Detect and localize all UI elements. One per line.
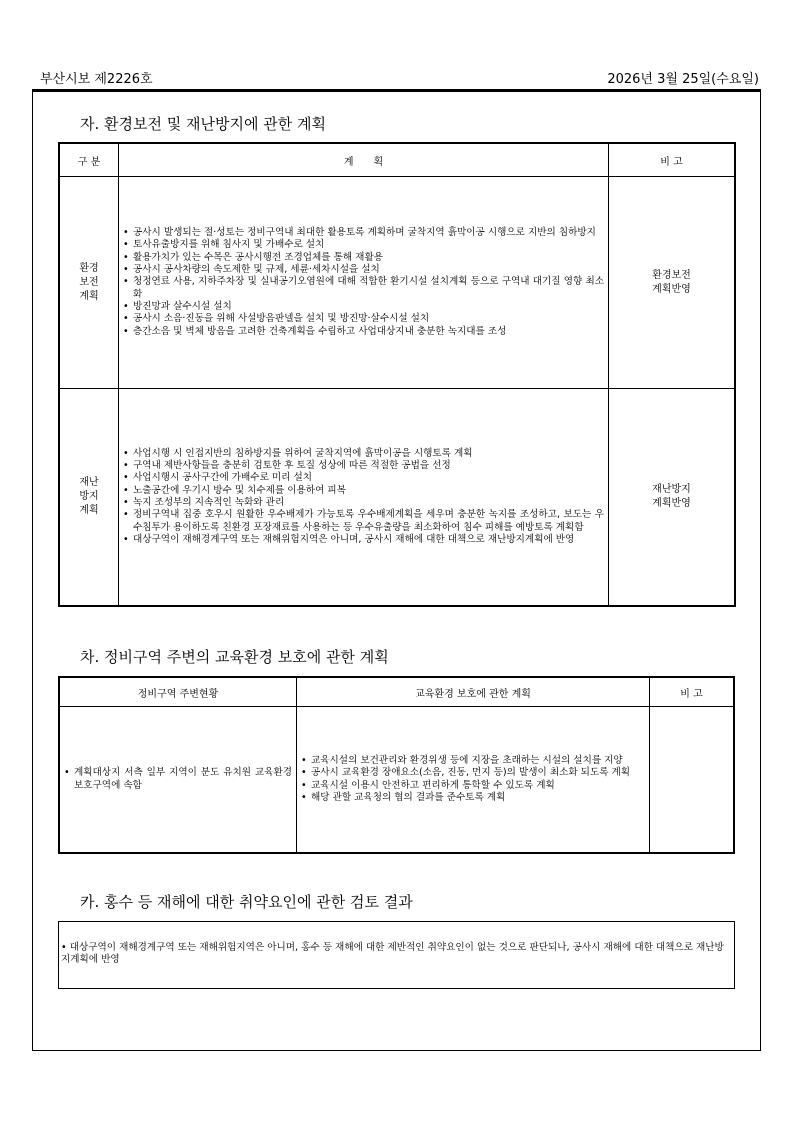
- column-header-status: 정비구역 주변현황: [60, 678, 297, 707]
- list-item: • 사업시행시 공사구간에 가배수로 미리 설치: [121, 472, 604, 484]
- column-header-education-plan: 교육환경 보호에 관한 계획: [297, 678, 650, 707]
- surrounding-status-cell: [60, 707, 297, 853]
- row-plan-environment: [119, 177, 609, 389]
- list-item: • 청정연료 사용, 지하주차장 및 실내공기오염원에 대해 적합한 환기시설 설치계획 등으로 구역내 대기질 영향 최소화: [121, 276, 604, 301]
- list-item: • 사업시행 시 인접지반의 침하방지를 위하여 굴착지역에 흙막이공을 시행토록 계획: [121, 448, 604, 460]
- list-item: • 대상구역이 재해경계구역 또는 재해위험지역은 아니며, 공사시 재해에 대한 대책으로 재난방지계획에 반영: [121, 534, 604, 546]
- list-item: • 층간소음 및 벽체 방음을 고려한 건축계획을 수립하고 사업대상지내 충분한 녹지대를 조성: [121, 326, 604, 338]
- list-item: • 노출공간에 우기시 방수 및 치수제를 이용하여 피복: [121, 485, 604, 497]
- list-item: • 교육시설 이용시 안전하고 편리하게 통학할 수 있도록 계획: [299, 780, 643, 792]
- table-header-row: [60, 144, 735, 177]
- table-row: [60, 389, 735, 606]
- list-item: • 공사시 발생되는 절·성토는 정비구역내 최대한 활용토록 계획하며 굴착지역 흙막이공 시행으로 지반의 침하방지: [121, 227, 604, 239]
- list-item: • 구역내 제반사항들을 충분히 검토한 후 토질 성상에 따른 적절한 공법을 선정: [121, 460, 604, 472]
- row-note-disaster: 재난방지 계획반영: [609, 389, 735, 606]
- list-item: • 교육시설의 보건관리와 환경위생 등에 지장을 초래하는 시설의 설치를 지양: [299, 755, 643, 767]
- column-header-note: 비 고: [609, 144, 735, 177]
- list-item: • 방진망과 살수시설 설치: [121, 301, 604, 313]
- column-header-category: 구 분: [60, 144, 119, 177]
- column-header-note: 비 고: [650, 678, 734, 707]
- row-category-disaster: 재난 방지 계획: [60, 389, 119, 606]
- section-cha-title: 차. 정비구역 주변의 교육환경 보호에 관한 계획: [80, 648, 389, 666]
- list-item: • 정비구역내 집중 호우시 원활한 우수배제가 가능토록 우수배제계획을 세우며 충분한 녹지를 조성하고, 보도는 우수침투가 용이하도록 친환경 포장재료를 사용하는 등 우수유출량을 최소화하여 침수 피해를 예방토록 계획함: [121, 509, 604, 534]
- list-item: • 해당 관할 교육청의 협의 결과를 준수토록 계획: [299, 792, 643, 804]
- flood-review-result: • 대상구역이 재해경계구역 또는 재해위험지역은 아니며, 홍수 등 재해에 대한 제반적인 취약요인이 없는 것으로 판단되나, 공사시 재해에 대한 대책으로 재난방지계획에 반영: [58, 921, 735, 989]
- list-item: • 공사시 공사차량의 속도제한 및 규제, 세륜·세차시설을 설치: [121, 264, 604, 276]
- list-item: • 활용가치가 있는 수목은 공사시행전 조경업체를 통해 재활용: [121, 252, 604, 264]
- environment-disaster-table: [59, 143, 735, 606]
- list-item: • 녹지 조성부의 지속적인 녹화와 관리: [121, 497, 604, 509]
- table-row: [60, 707, 734, 853]
- section-ka-title: 카. 홍수 등 재해에 대한 취약요인에 관한 검토 결과: [80, 893, 413, 911]
- column-header-plan: 계 획: [119, 144, 609, 177]
- education-note-cell: [650, 707, 734, 853]
- list-item: • 공사시 소음·진동을 위해 사설방음판넬을 설치 및 방진망·살수시설 설치: [121, 313, 604, 325]
- row-note-environment: 환경보전 계획반영: [609, 177, 735, 389]
- education-environment-table: [59, 677, 734, 853]
- publication-date: 2026년 3월 25일(수요일): [607, 72, 759, 87]
- row-plan-disaster: [119, 389, 609, 606]
- section-ja-title: 자. 환경보전 및 재난방지에 관한 계획: [80, 115, 326, 133]
- list-item: • 계획대상지 서측 일부 지역이 분도 유치원 교육환경보호구역에 속함: [62, 767, 292, 792]
- education-plan-cell: [297, 707, 650, 853]
- table-row: [60, 177, 735, 389]
- list-item: • 공사시 교육환경 장애요소(소음, 진동, 먼지 등)의 발생이 최소화 되도록 계획: [299, 767, 643, 779]
- row-category-environment: 환경 보전 계획: [60, 177, 119, 389]
- table-header-row: [60, 678, 734, 707]
- publication-title: 부산시보 제2226호: [40, 72, 153, 87]
- list-item: • 토사유출방지를 위해 침사지 및 가배수로 설치: [121, 239, 604, 251]
